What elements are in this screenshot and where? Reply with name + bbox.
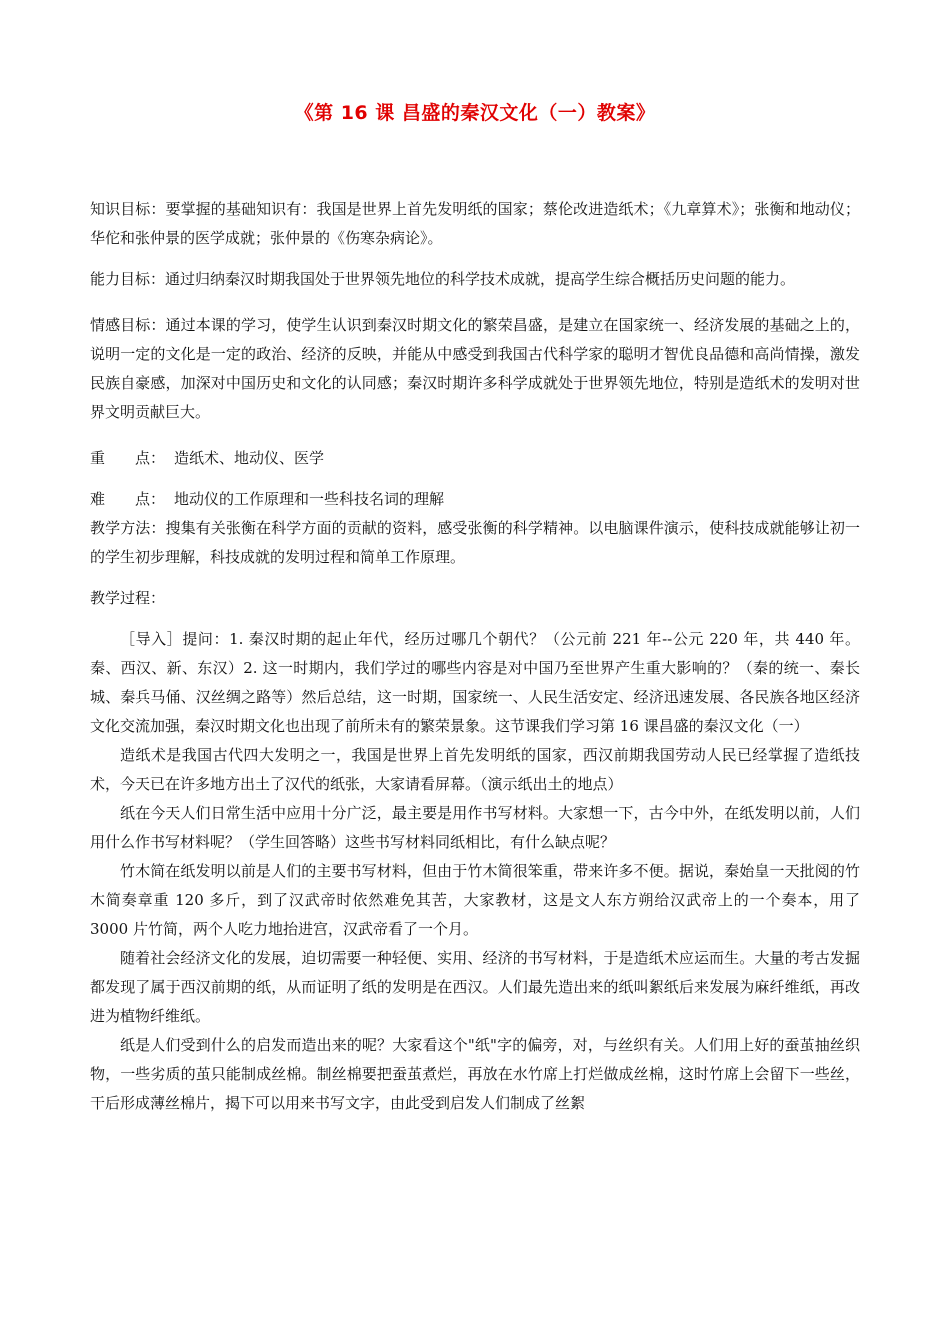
- ability-goal: 能力目标：通过归纳秦汉时期我国处于世界领先地位的科学技术成就，提高学生综合概括历史问题的能力。: [90, 270, 796, 288]
- paragraph-paper-origin: 随着社会经济文化的发展，迫切需要一种轻便、实用、经济的书写材料，于是造纸术应运而生。大量的考古发掘都发现了属于西汉前期的纸，从而证明了纸的发明是在西汉。人们最先造出来的纸叫絮纸后来发展为麻纤维纸，再改进为植物纤维纸。: [90, 949, 860, 1025]
- key-point-label: 重 点：: [90, 449, 166, 467]
- teaching-method: 教学方法：搜集有关张衡在科学方面的贡献的资料，感受张衡的科学精神。以电脑课件演示，使科技成就能够让初一的学生初步理解，科技成就的发明过程和简单工作原理。: [90, 519, 860, 566]
- difficulty-text: 地动仪的工作原理和一些科技名词的理解: [174, 490, 445, 508]
- process-heading: 教学过程：: [90, 589, 166, 607]
- emotion-goal: 情感目标：通过本课的学习，使学生认识到秦汉时期文化的繁荣昌盛，是建立在国家统一、经济发展的基础之上的，说明一定的文化是一定的政治、经济的反映，并能从中感受到我国古代科学家的聪明才智优良品德和高尚情操，激发民族自豪感，加深对中国历史和文化的认同感；秦汉时期许多科学成就处于世界领先地位，特别是造纸术的发明对世界文明贡献巨大。: [90, 316, 860, 421]
- knowledge-goal: 知识目标：要掌握的基础知识有：我国是世界上首先发明纸的国家；蔡伦改进造纸术；《九章算术》；张衡和地动仪；华佗和张仲景的医学成就；张仲景的《伤寒杂病论》。: [90, 200, 860, 247]
- difficulty: [90, 485, 860, 514]
- difficulty-label: 难 点：: [90, 490, 166, 508]
- paragraph-bamboo-slips: 竹木简在纸发明以前是人们的主要书写材料，但由于竹木简很笨重，带来许多不便。据说，秦始皇一天批阅的竹木简奏章重 120 多斤，到了汉武帝时依然难免其苦，大家教材，这是文人东方朔给汉武帝上的一个奏本，用了 3000 片竹简，两个人吃力地抬进宫，汉武帝看了一个月。: [90, 862, 860, 938]
- page-title: 《第 16 课 昌盛的秦汉文化（一）教案》: [294, 102, 656, 124]
- key-point: [90, 444, 860, 473]
- document-body: [90, 195, 860, 1118]
- paragraph-writing-materials: 纸在今天人们日常生活中应用十分广泛，最主要是用作书写材料。大家想一下，古今中外，在纸发明以前，人们用什么作书写材料呢？（学生回答略）这些书写材料同纸相比，有什么缺点呢？: [90, 804, 860, 851]
- key-point-text: 造纸术、地动仪、医学: [174, 449, 325, 467]
- paragraph-paper-inspiration: 纸是人们受到什么的启发而造出来的呢？大家看这个"纸"字的偏旁，对，与丝织有关。人们用上好的蚕茧抽丝织物，一些劣质的茧只能制成丝棉。制丝棉要把蚕茧煮烂，再放在水竹席上打烂做成丝棉，这时竹席上会留下一些丝，干后形成薄丝棉片，揭下可以用来书写文字，由此受到启发人们制成了丝絮: [90, 1036, 860, 1112]
- paragraph-intro: ［导入］提问：1. 秦汉时期的起止年代，经历过哪几个朝代？（公元前 221 年--公元 220 年，共 440 年。秦、西汉、新、东汉）2. 这一时期内，我们学过的哪些内容是对中国乃至世界产生重大影响的？（秦的统一、秦长城、秦兵马俑、汉丝绸之路等）然后总结，这一时期，国家统一、人民生活安定、经济迅速发展、各民族各地区经济文化交流加强，秦汉时期文化也出现了前所未有的繁荣景象。这节课我们学习第 16 课昌盛的秦汉文化（一）: [90, 630, 860, 735]
- paragraph-papermaking: 造纸术是我国古代四大发明之一，我国是世界上首先发明纸的国家，西汉前期我国劳动人民已经掌握了造纸技术，今天已在许多地方出土了汉代的纸张，大家请看屏幕。（演示纸出土的地点）: [90, 746, 860, 793]
